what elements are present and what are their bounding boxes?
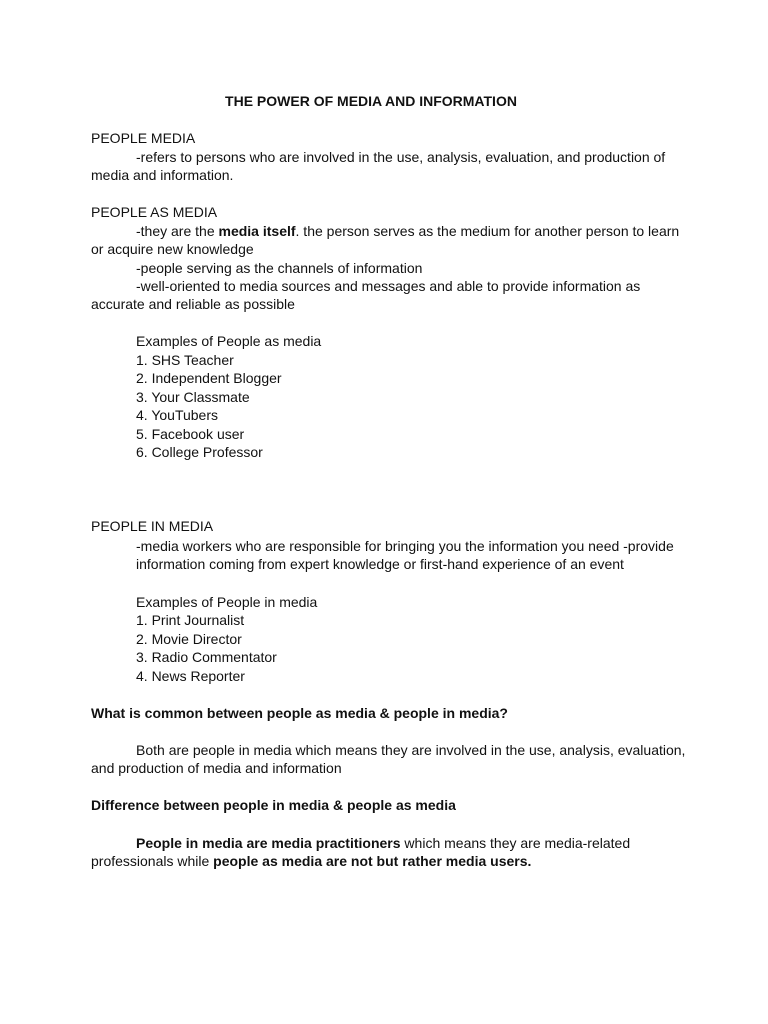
people-as-media-definition-line1 [136, 222, 679, 240]
difference-line1 [136, 834, 630, 852]
people-as-media-definition-line2: or acquire new knowledge [91, 241, 254, 257]
difference-heading: Difference between people in media & people as media [91, 797, 456, 813]
section-heading-people-as-media: PEOPLE AS MEDIA [91, 204, 218, 220]
common-answer-line2: and production of media and information [91, 760, 342, 776]
list-item: 1. SHS Teacher [136, 352, 234, 368]
difference-text-2: professionals while [91, 853, 214, 869]
people-as-media-bullet3-line1: -well-oriented to media sources and messages and able to provide information as [136, 278, 641, 294]
list-item: 2. Movie Director [136, 631, 242, 647]
common-question: What is common between people as media & people in media? [91, 705, 508, 721]
people-in-media-definition-line2: information coming from expert knowledge or first-hand experience of an event [136, 556, 624, 572]
people-in-media-examples-heading: Examples of People in media [136, 594, 318, 610]
definition-emphasis: media itself [218, 223, 296, 239]
list-item: 6. College Professor [136, 444, 263, 460]
definition-suffix: . the person serves as the medium for another person to learn [295, 223, 680, 239]
common-answer-line1: Both are people in media which means they are involved in the use, analysis, evaluation, [136, 742, 686, 758]
section-heading-people-media: PEOPLE MEDIA [91, 130, 196, 146]
section-heading-people-in-media: PEOPLE IN MEDIA [91, 518, 214, 534]
people-as-media-bullet3-line2: accurate and reliable as possible [91, 296, 295, 312]
difference-emphasis-1: People in media are media practitioners [136, 835, 401, 851]
difference-emphasis-2: people as media are not but rather media users. [213, 853, 532, 869]
list-item: 4. YouTubers [136, 407, 218, 423]
document-title: THE POWER OF MEDIA AND INFORMATION [225, 93, 517, 109]
definition-prefix: -they are the [136, 223, 219, 239]
list-item: 4. News Reporter [136, 668, 245, 684]
list-item: 3. Your Classmate [136, 389, 250, 405]
people-as-media-examples-heading: Examples of People as media [136, 333, 322, 349]
people-media-definition-line2: media and information. [91, 167, 234, 183]
difference-line2 [91, 852, 531, 870]
list-item: 2. Independent Blogger [136, 370, 282, 386]
people-media-definition-line1: -refers to persons who are involved in the use, analysis, evaluation, and production of [136, 149, 666, 165]
list-item: 5. Facebook user [136, 426, 245, 442]
difference-text-1: which means they are media-related [400, 835, 631, 851]
list-item: 3. Radio Commentator [136, 649, 277, 665]
people-as-media-bullet2: -people serving as the channels of information [136, 260, 423, 276]
list-item: 1. Print Journalist [136, 612, 245, 628]
people-in-media-definition-line1: -media workers who are responsible for bringing you the information you need -provide [136, 538, 674, 554]
